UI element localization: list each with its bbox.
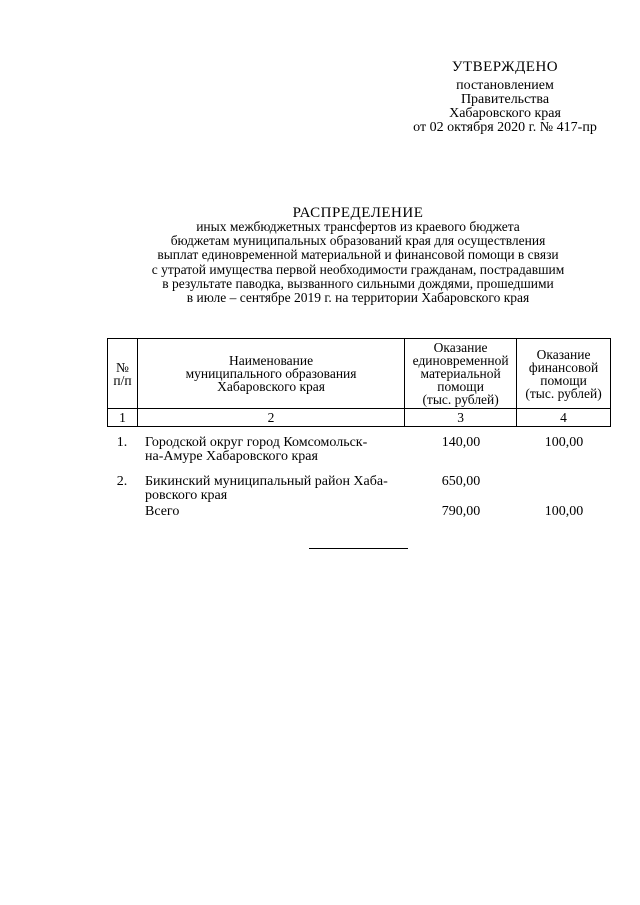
- column-number-cell: 1: [108, 409, 138, 427]
- total-row: [107, 505, 611, 525]
- header-material-aid: Оказание единовременной материальной помощи (тыс. рублей): [405, 339, 517, 409]
- column-number-cell: 3: [405, 409, 517, 427]
- financial-aid-total: 100,00: [544, 504, 584, 519]
- total-label: Всего: [145, 504, 180, 519]
- subtitle-line: в результате паводка, вызванного сильными дождями, прошедшими: [162, 275, 554, 291]
- subtitle-line: с утратой имущества первой необходимости гражданам, пострадавшим: [151, 261, 565, 277]
- subtitle-line: иных межбюджетных трансфертов из краевого бюджета: [196, 219, 520, 234]
- header-municipality: Наименование муниципального образования Хабаровского края: [137, 339, 404, 409]
- approval-line: Правительства: [460, 92, 550, 107]
- material-aid-value: 650,00: [441, 474, 481, 489]
- subtitle-line: выплат единовременной материальной и финансовой помощи в связи: [157, 247, 559, 263]
- subtitle-line: бюджетам муниципальных образований края для осуществления: [170, 233, 546, 249]
- municipality-name: Городской округ город Комсомольск- на-Амуре Хабаровского края: [145, 435, 368, 464]
- document-title: РАСПРЕДЕЛЕНИЕ: [292, 205, 424, 221]
- end-separator-line: [309, 548, 408, 549]
- table-row: [107, 475, 611, 505]
- subtitle-line: в июле – сентябре 2019 г. на территории Хабаровского края: [186, 290, 530, 306]
- header-financial-aid: Оказание финансовой помощи (тыс. рублей): [517, 339, 611, 409]
- table-row: [107, 436, 611, 475]
- row-number: 2.: [116, 474, 128, 489]
- distribution-table-header: [107, 338, 611, 427]
- material-aid-value: 140,00: [441, 435, 481, 450]
- approval-stamp: [395, 60, 615, 135]
- approval-date-line: от 02 октября 2020 г. № 417-пр: [413, 120, 597, 135]
- column-number-cell: 4: [517, 409, 611, 427]
- municipality-name: Бикинский муниципальный район Хаба- ровского края: [145, 474, 388, 503]
- table-body: [107, 436, 611, 525]
- material-aid-total: 790,00: [441, 504, 481, 519]
- financial-aid-value: 100,00: [544, 435, 584, 450]
- header-number: № п/п: [108, 339, 138, 409]
- row-number: 1.: [116, 435, 128, 450]
- approval-line: Хабаровского края: [449, 106, 561, 121]
- document-subtitle: [100, 220, 616, 305]
- approval-line: постановлением: [456, 78, 554, 93]
- column-number-cell: 2: [137, 409, 404, 427]
- approval-heading: УТВЕРЖДЕНО: [451, 59, 559, 75]
